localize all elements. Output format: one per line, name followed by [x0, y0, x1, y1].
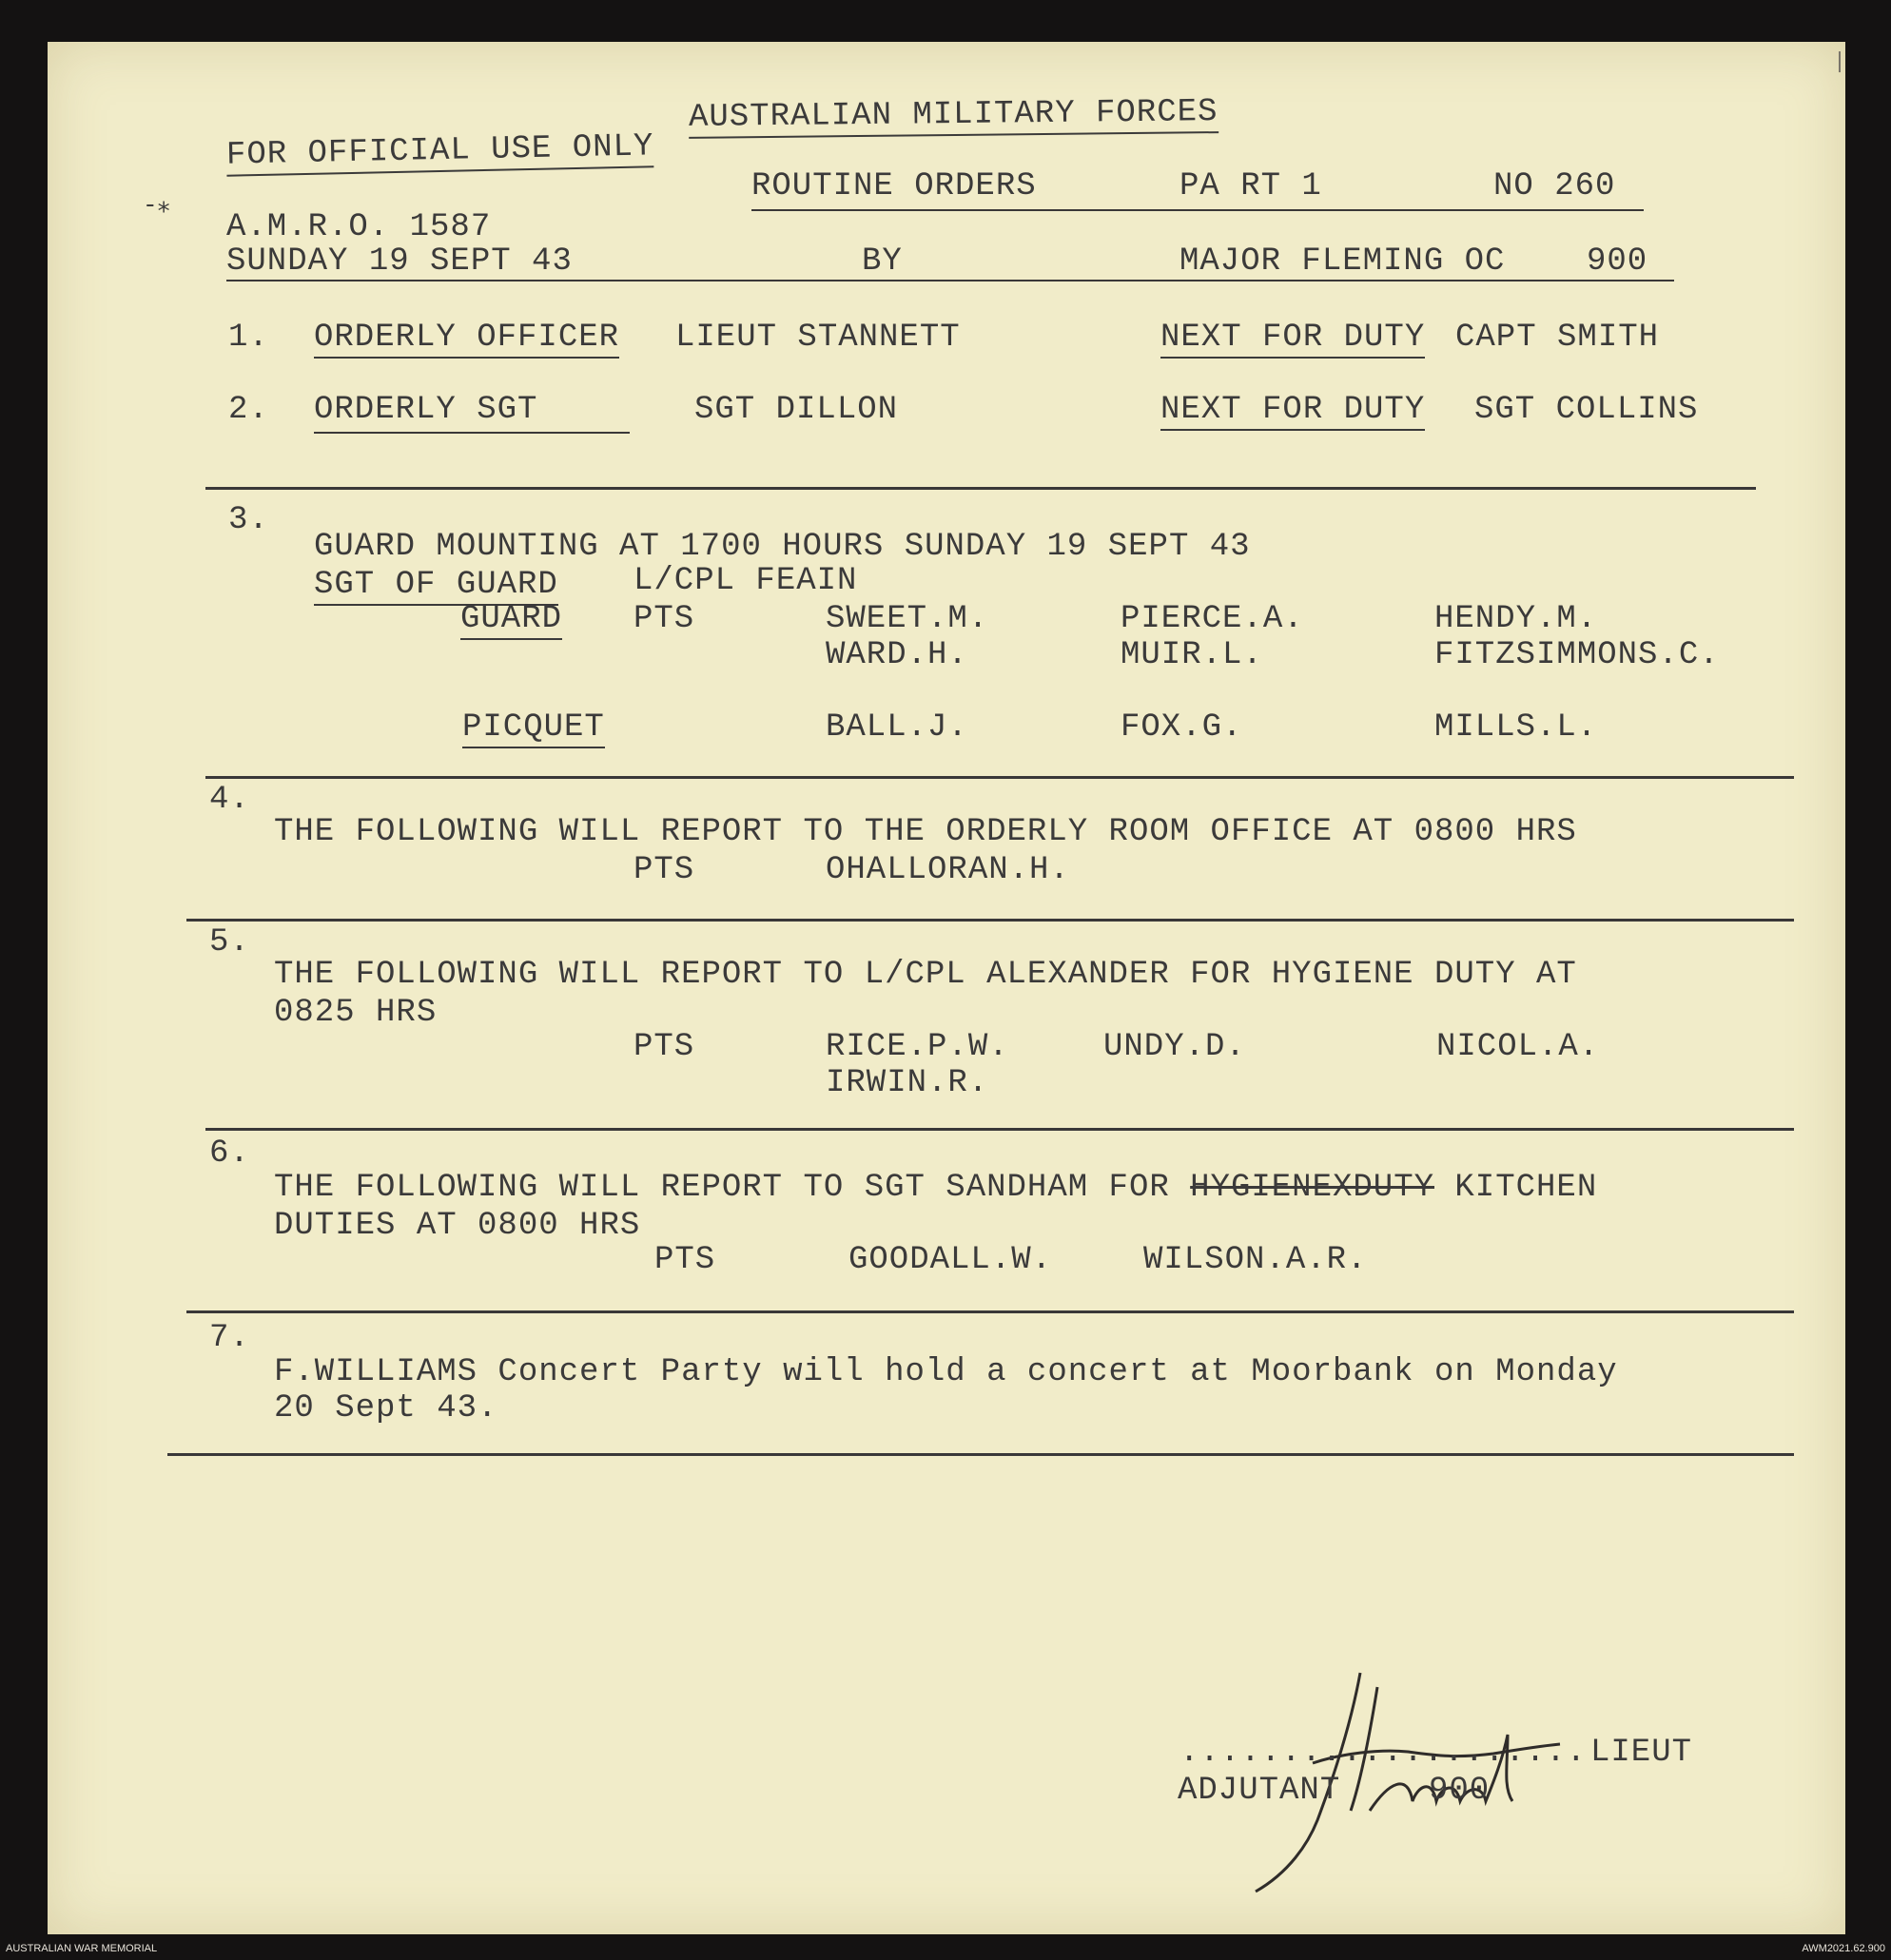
guard-name: PIERCE.A.: [1121, 601, 1304, 637]
guard-name: WARD.H.: [826, 637, 968, 673]
item-2-role-underline: [314, 432, 630, 434]
section-rule-4: [205, 1128, 1794, 1131]
item-2-number: 2.: [228, 392, 269, 428]
item-2-role: ORDERLY SGT: [314, 392, 538, 428]
picquet-name: FOX.G.: [1121, 709, 1243, 746]
item-6-name: GOODALL.W.: [848, 1242, 1053, 1278]
item-6-number: 6.: [209, 1135, 250, 1172]
guard-label: GUARD: [460, 601, 562, 640]
guard-mounting-line: GUARD MOUNTING AT 1700 HOURS SUNDAY 19 SEPT 43: [314, 529, 1251, 565]
item-2-next-label: NEXT FOR DUTY: [1160, 392, 1425, 431]
sgt-of-guard-name: L/CPL FEAIN: [634, 563, 858, 599]
order-number: NO 260: [1493, 168, 1616, 204]
org-heading: AUSTRALIAN MILITARY FORCES: [689, 94, 1218, 139]
corner-mark: [1839, 51, 1841, 72]
item-7-line2: 20 Sept 43.: [274, 1390, 498, 1426]
struck-text: HYGIENEXDUTY: [1190, 1170, 1434, 1206]
item-7-number: 7.: [209, 1320, 250, 1356]
item-1-next-label: NEXT FOR DUTY: [1160, 320, 1425, 359]
item-5-name: NICOL.A.: [1436, 1029, 1600, 1065]
guard-name: SWEET.M.: [826, 601, 989, 637]
item-6-name: WILSON.A.R.: [1143, 1242, 1368, 1278]
header-rule-1: [751, 209, 1644, 211]
part-label: PA RT 1: [1179, 168, 1322, 204]
amro-ref: A.M.R.O. 1587: [226, 209, 492, 245]
section-rule-5: [186, 1310, 1794, 1313]
item-1-name: LIEUT STANNETT: [675, 320, 961, 356]
guard-pts-label: PTS: [634, 601, 695, 637]
item-3-number: 3.: [228, 502, 269, 538]
item-5-line2: 0825 HRS: [274, 995, 438, 1031]
item-1-role: ORDERLY OFFICER: [314, 320, 619, 359]
item-5-number: 5.: [209, 924, 250, 961]
signoff-rank: LIEUT: [1590, 1735, 1693, 1771]
section-rule-1: [205, 487, 1756, 490]
guard-name: HENDY.M.: [1434, 601, 1598, 637]
signature-dots: ....................: [1179, 1735, 1588, 1771]
signoff-title: ADJUTANT: [1178, 1773, 1341, 1809]
item-4-line: THE FOLLOWING WILL REPORT TO THE ORDERLY ROOM OFFICE AT 0800 HRS: [274, 814, 1577, 850]
item-5-name: RICE.P.W.: [826, 1029, 1009, 1065]
authority: MAJOR FLEMING OC: [1179, 243, 1506, 280]
item-4-number: 4.: [209, 782, 250, 818]
guard-name: FITZSIMMONS.C.: [1434, 637, 1720, 673]
footer-accession-number: AWM2021.62.900: [1802, 1943, 1885, 1954]
item-2-name: SGT DILLON: [694, 392, 899, 428]
unit-number: 900: [1587, 243, 1648, 280]
item-5-line1: THE FOLLOWING WILL REPORT TO L/CPL ALEXANDER FOR HYGIENE DUTY AT: [274, 957, 1577, 993]
item-4-pts-label: PTS: [634, 852, 695, 888]
stray-mark: -⁎: [143, 191, 170, 220]
item-2-next: SGT COLLINS: [1474, 392, 1699, 428]
by-label: BY: [862, 243, 903, 280]
document-page: [48, 42, 1845, 1934]
section-rule-3: [186, 919, 1794, 922]
footer-institution: AUSTRALIAN WAR MEMORIAL: [6, 1943, 158, 1954]
item-6-line1-end: KITCHEN: [1434, 1170, 1598, 1206]
item-1-number: 1.: [228, 320, 269, 356]
picquet-name: BALL.J.: [826, 709, 968, 746]
picquet-label: PICQUET: [462, 709, 605, 748]
item-6-line1: [274, 1170, 1597, 1206]
item-5-pts-label: PTS: [634, 1029, 695, 1065]
signoff-unit: 900: [1429, 1773, 1491, 1809]
item-5-name: UNDY.D.: [1103, 1029, 1246, 1065]
routine-orders-label: ROUTINE ORDERS: [751, 168, 1037, 204]
item-6-line1-start: THE FOLLOWING WILL REPORT TO SGT SANDHAM FOR: [274, 1170, 1191, 1206]
item-5-name: IRWIN.R.: [826, 1065, 989, 1101]
header-rule-2: [226, 280, 1674, 281]
sgt-of-guard-label: SGT OF GUARD: [314, 567, 558, 606]
item-1-next: CAPT SMITH: [1455, 320, 1660, 356]
guard-name: MUIR.L.: [1121, 637, 1263, 673]
item-6-pts-label: PTS: [654, 1242, 716, 1278]
section-rule-6: [167, 1453, 1794, 1456]
item-7-line1: F.WILLIAMS Concert Party will hold a concert at Moorbank on Monday: [274, 1354, 1618, 1390]
picquet-name: MILLS.L.: [1434, 709, 1598, 746]
order-date: SUNDAY 19 SEPT 43: [226, 243, 573, 280]
classification: FOR OFFICIAL USE ONLY: [226, 128, 654, 176]
item-6-line2: DUTIES AT 0800 HRS: [274, 1208, 641, 1244]
section-rule-2: [205, 776, 1794, 779]
item-4-name: OHALLORAN.H.: [826, 852, 1070, 888]
